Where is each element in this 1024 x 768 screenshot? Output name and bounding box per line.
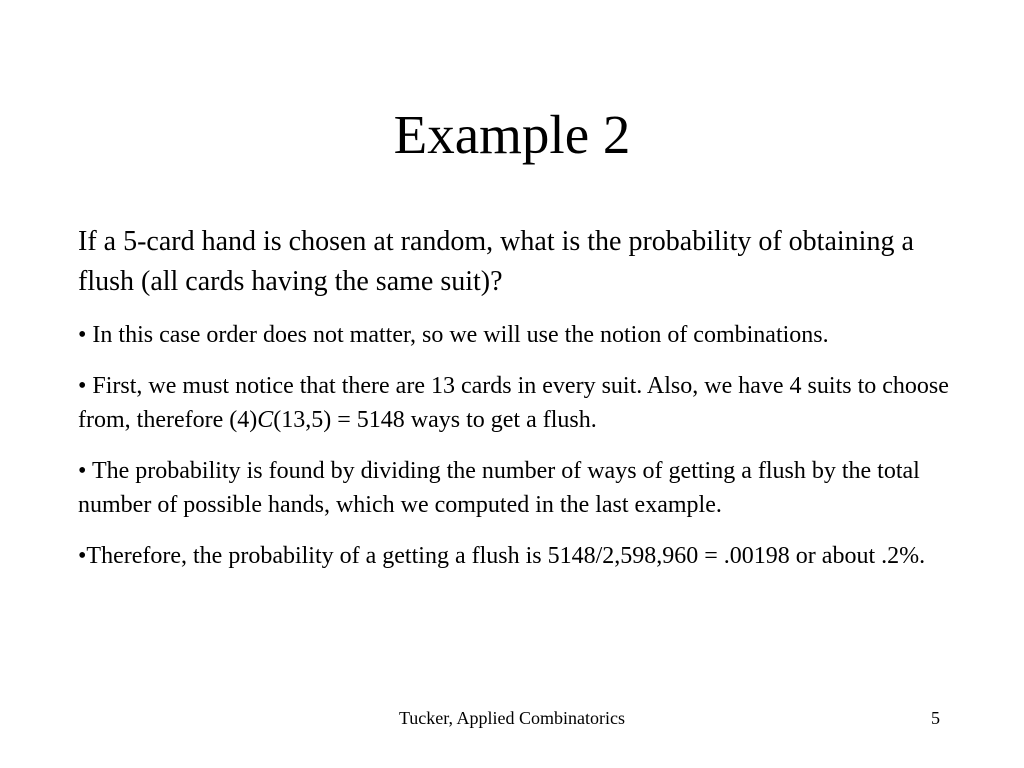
bullet-marker: • <box>78 543 87 569</box>
bullet-combinations <box>78 318 958 352</box>
bullet-probability-method <box>78 454 958 522</box>
slide-body <box>78 222 958 590</box>
bullet-marker: • <box>78 458 92 484</box>
bullet-suits <box>78 369 958 437</box>
page-number: 5 <box>931 708 940 728</box>
bullet-text-after: (13,5) = 5148 ways to get a flush. <box>273 407 597 433</box>
slide-title: Example 2 <box>393 104 631 165</box>
bullet-text: In this case order does not matter, so we will use the notion of combinations. <box>92 322 829 348</box>
bullet-text: The probability is found by dividing the number of ways of getting a flush by the total number of possible hands, which we computed in the last example. <box>78 458 920 518</box>
bullet-marker: • <box>78 373 93 399</box>
footer-source: Tucker, Applied Combinatorics <box>398 708 626 728</box>
bullet-text: Therefore, the probability of a getting a flush is 5148/2,598,960 = .00198 or about .2%. <box>86 543 926 569</box>
intro-question: If a 5-card hand is chosen at random, what is the probability of obtaining a flush (all cards having the same suit)? <box>78 226 914 297</box>
bullet-text-before: First, we must notice that there are 13 cards in every suit. Also, we have 4 suits to choose from, therefore (4) <box>78 373 949 433</box>
bullet-probability-result <box>78 539 958 573</box>
combination-symbol: C <box>257 407 274 433</box>
bullet-marker: • <box>78 322 93 348</box>
